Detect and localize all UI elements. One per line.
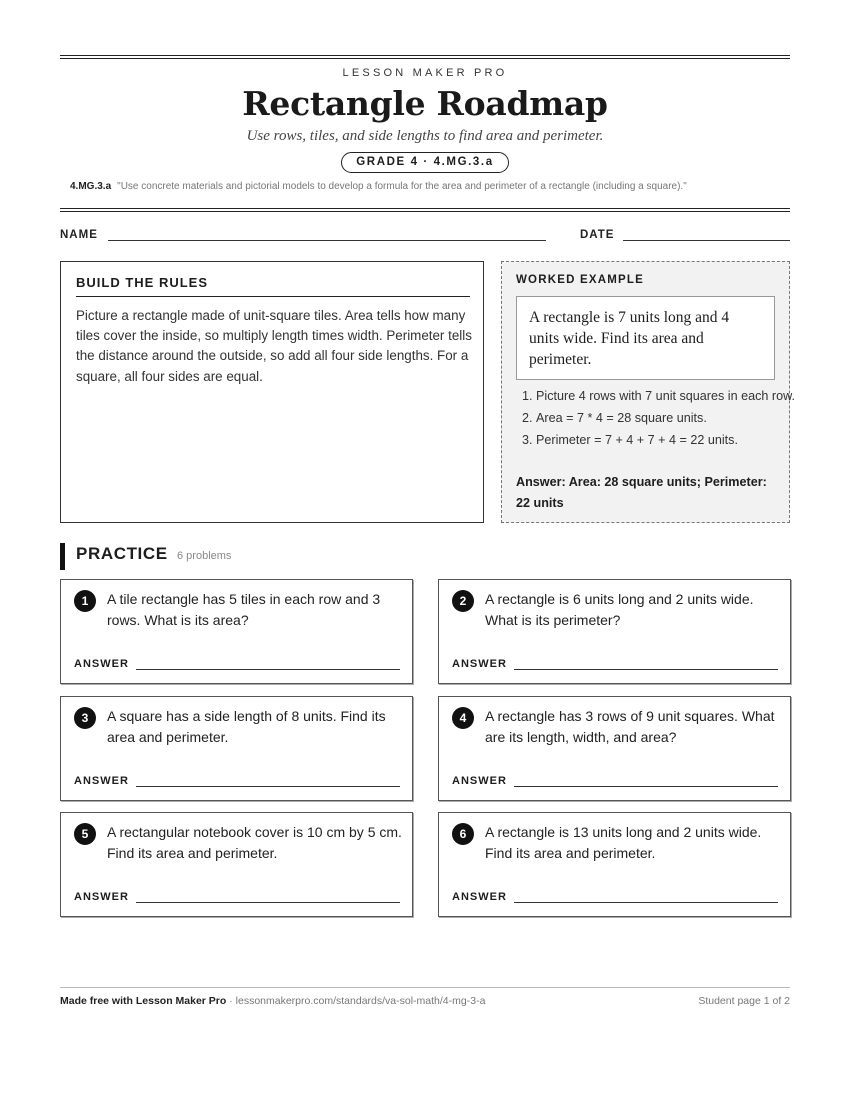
name-field[interactable] [108, 240, 546, 241]
answer-label: ANSWER [452, 891, 507, 903]
practice-card-4 [438, 696, 791, 801]
footer-credit [60, 995, 485, 1007]
build-rules-box [60, 261, 484, 523]
answer-field[interactable] [136, 669, 400, 670]
standard-line [70, 181, 790, 192]
answer-field[interactable] [136, 786, 400, 787]
page-title: Rectangle Roadmap [242, 84, 608, 123]
footer-page-number: Student page 1 of 2 [698, 995, 790, 1007]
practice-card-6 [438, 812, 791, 917]
answer-field[interactable] [514, 669, 778, 670]
practice-heading: PRACTICE [76, 544, 168, 563]
answer-label: ANSWER [452, 658, 507, 670]
answer-field[interactable] [514, 786, 778, 787]
problem-text: A rectangle has 3 rows of 9 unit squares. What are its length, width, and area? [485, 708, 775, 745]
date-field[interactable] [623, 240, 790, 241]
example-problem: A rectangle is 7 units long and 4 units wide. Find its area and perimeter. [516, 296, 775, 380]
grade-badge-wrap [60, 152, 790, 173]
problem-number-badge: 1 [74, 590, 96, 612]
name-label: NAME [60, 229, 98, 241]
problem-number-badge: 3 [74, 707, 96, 729]
problem-text: A tile rectangle has 5 tiles in each row and 3 rows. What is its area? [107, 591, 381, 628]
practice-card-3 [60, 696, 413, 801]
answer-field[interactable] [514, 902, 778, 903]
example-steps [516, 386, 796, 452]
problem-number-badge: 4 [452, 707, 474, 729]
header-top-rule [60, 55, 790, 59]
date-label: DATE [580, 229, 615, 241]
footer-url: · lessonmakerpro.com/standards/va-sol-math/4-mg-3-a [226, 995, 486, 1007]
problem-number-badge: 6 [452, 823, 474, 845]
problem-text: A rectangle is 13 units long and 2 units wide. Find its area and perimeter. [485, 824, 762, 861]
rules-body: Picture a rectangle made of unit-square tiles. Area tells how many tiles cover the inside, so multiply length times width. Perimeter tells the distance around the outside, so add all four side lengths. For a square, all four sides are equal. [76, 308, 472, 384]
problem-number-badge: 5 [74, 823, 96, 845]
problem-text: A square has a side length of 8 units. Find its area and perimeter. [107, 708, 386, 745]
brand-label: LESSON MAKER PRO [342, 67, 508, 79]
practice-card-1 [60, 579, 413, 684]
example-step: 1. Picture 4 rows with 7 unit squares in each row. [536, 386, 796, 406]
answer-label: ANSWER [74, 658, 129, 670]
example-step: 3. Perimeter = 7 + 4 + 7 + 4 = 22 units. [536, 430, 796, 450]
problem-number-badge: 2 [452, 590, 474, 612]
practice-card-2 [438, 579, 791, 684]
rules-heading: BUILD THE RULES [76, 275, 470, 297]
answer-field[interactable] [136, 902, 400, 903]
problem-text: A rectangle is 6 units long and 2 units wide. What is its perimeter? [485, 591, 754, 628]
standard-code: 4.MG.3.a [70, 181, 112, 192]
problem-text: A rectangular notebook cover is 10 cm by 5 cm. Find its area and perimeter. [107, 824, 402, 861]
example-heading: WORKED EXAMPLE [516, 274, 644, 286]
worked-example-box [501, 261, 795, 523]
answer-label: ANSWER [74, 775, 129, 787]
standard-text: "Use concrete materials and pictorial models to develop a formula for the area and perimeter of a rectangle (including a square)." [117, 181, 687, 192]
answer-label: ANSWER [74, 891, 129, 903]
practice-card-5 [60, 812, 413, 917]
example-answer: Answer: Area: 28 square units; Perimeter: 22 units [516, 475, 767, 510]
answer-label: ANSWER [452, 775, 507, 787]
practice-accent-bar [60, 543, 65, 570]
header-bottom-rule [60, 208, 790, 212]
example-step: 2. Area = 7 * 4 = 28 square units. [536, 408, 796, 428]
practice-count: 6 problems [177, 550, 232, 562]
footer-rule [60, 987, 790, 988]
footer-made-with: Made free with Lesson Maker Pro [60, 995, 227, 1007]
grade-badge: GRADE 4 · 4.MG.3.a [341, 152, 508, 173]
page-subtitle: Use rows, tiles, and side lengths to find area and perimeter. [246, 128, 604, 144]
